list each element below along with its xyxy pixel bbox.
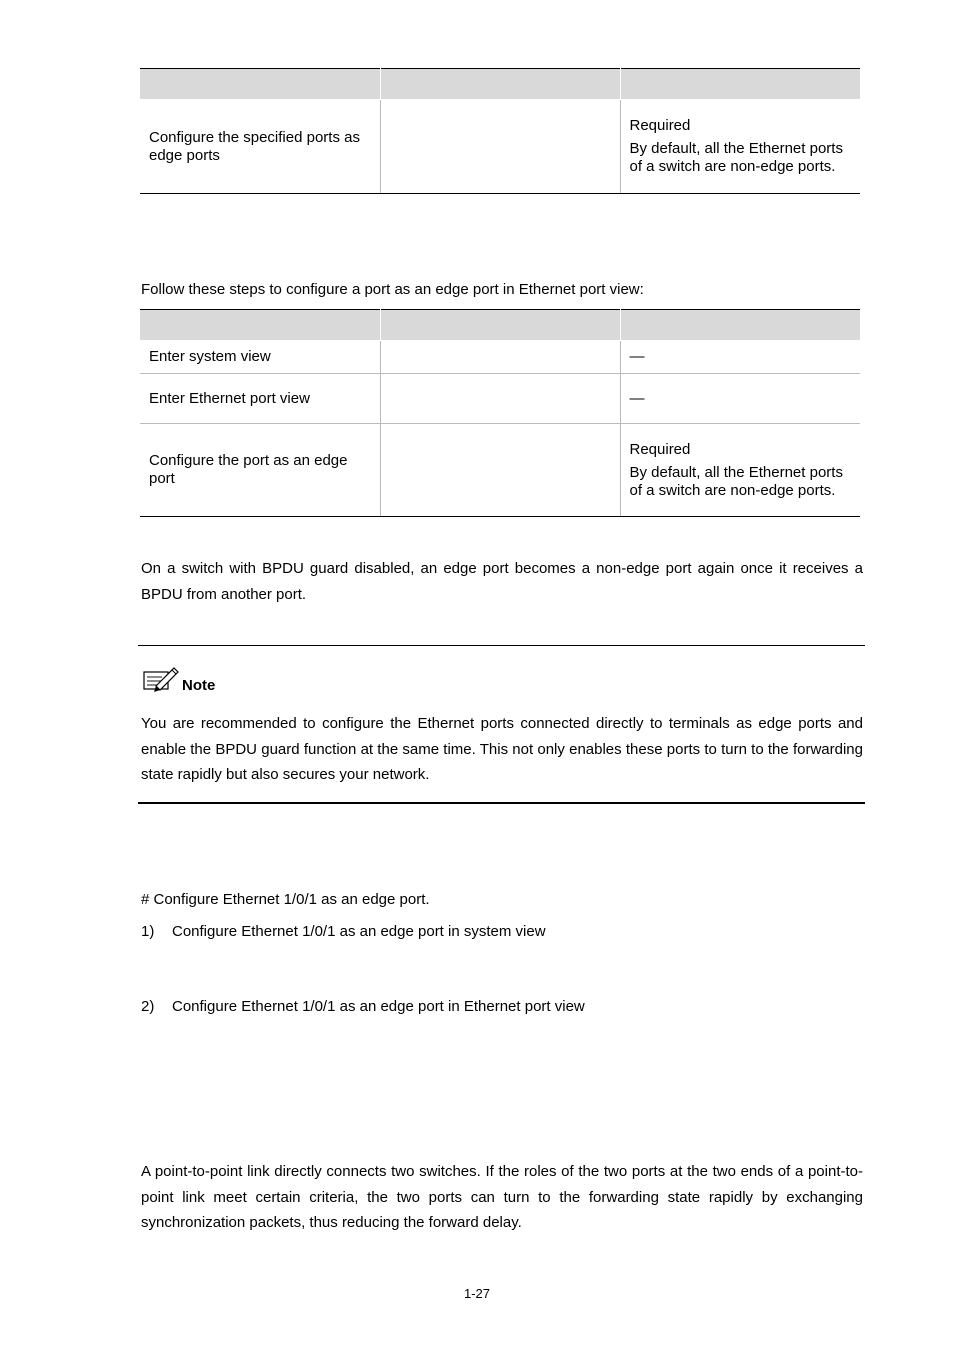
note-top-rule bbox=[138, 645, 865, 646]
remarks-required: Required bbox=[629, 440, 691, 458]
list-item bbox=[141, 994, 585, 1019]
example-intro: # Configure Ethernet 1/0/1 as an edge port. bbox=[141, 891, 430, 908]
command-cell bbox=[380, 100, 620, 194]
remarks-cell: — bbox=[620, 341, 860, 374]
table-header-command bbox=[380, 69, 620, 100]
table-header-remarks bbox=[620, 69, 860, 100]
table-row bbox=[140, 424, 860, 517]
table-header-operation bbox=[140, 69, 380, 100]
edge-port-system-view-table bbox=[140, 68, 860, 194]
table-header-remarks bbox=[620, 310, 860, 341]
table-row bbox=[140, 374, 860, 424]
note-label: Note bbox=[182, 677, 216, 694]
remarks-cell bbox=[620, 424, 860, 517]
remarks-required: Required bbox=[629, 117, 691, 134]
step-text: Configure Ethernet 1/0/1 as an edge port in system view bbox=[172, 923, 546, 940]
table-row bbox=[140, 341, 860, 374]
bpdu-paragraph: On a switch with BPDU guard disabled, an edge port becomes a non-edge port again once it receives a BPDU from another port. bbox=[141, 560, 863, 603]
command-cell bbox=[380, 424, 620, 517]
remarks-default: By default, all the Ethernet ports of a switch are non-edge ports. bbox=[629, 463, 843, 499]
note-bottom-rule bbox=[138, 802, 865, 804]
table-row bbox=[140, 100, 860, 194]
list-item bbox=[141, 919, 546, 944]
remarks-default: By default, all the Ethernet ports of a switch are non-edge ports. bbox=[629, 140, 843, 175]
table-header-operation bbox=[140, 310, 380, 341]
command-cell bbox=[380, 341, 620, 374]
operation-cell: Configure the port as an edge port bbox=[140, 424, 380, 517]
table-header-command bbox=[380, 310, 620, 341]
command-cell bbox=[380, 374, 620, 424]
edge-port-ethernet-view-table bbox=[140, 309, 860, 517]
step-number: 1) bbox=[141, 923, 155, 940]
page-number: 1-27 bbox=[463, 1286, 491, 1301]
operation-cell: Enter system view bbox=[140, 341, 380, 374]
step-number: 2) bbox=[141, 998, 155, 1015]
note-text: You are recommended to configure the Ethernet ports connected directly to terminals as edge ports and enable the BPDU guard function at the same time. This not only enables these ports to turn to the forwarding state rapidly but also secures your network. bbox=[141, 715, 863, 783]
intro-paragraph: Follow these steps to configure a port as an edge port in Ethernet port view: bbox=[141, 281, 644, 298]
operation-cell: Configure the specified ports as edge ports bbox=[140, 100, 380, 194]
note-pencil-icon bbox=[142, 664, 180, 694]
step-text: Configure Ethernet 1/0/1 as an edge port in Ethernet port view bbox=[172, 998, 585, 1015]
operation-cell: Enter Ethernet port view bbox=[140, 374, 380, 424]
remarks-cell: — bbox=[620, 374, 860, 424]
remarks-cell bbox=[620, 100, 860, 194]
point-to-point-paragraph: A point-to-point link directly connects two switches. If the roles of the two ports at the two ends of a point-to-point link meet certain criteria, the two ports can turn to the forwarding state rapidly by exchanging synchronization packets, thus reducing the forward delay. bbox=[141, 1163, 863, 1231]
